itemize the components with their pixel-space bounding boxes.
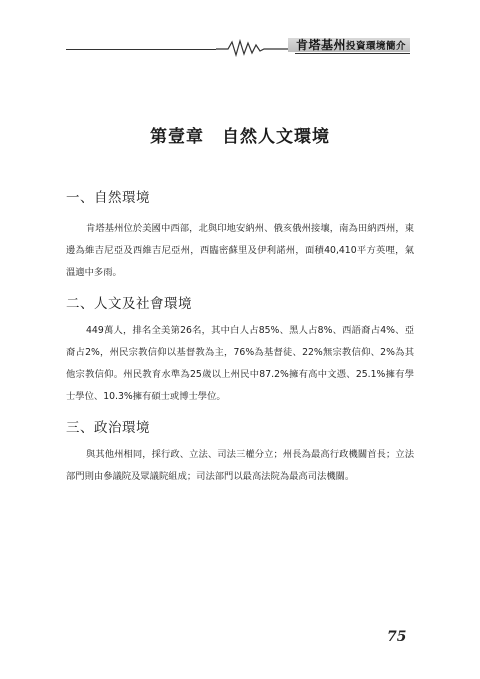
running-header	[66, 36, 410, 58]
header-title-sub: 投資環境簡介	[345, 41, 406, 52]
paragraph-social-environment: 449萬人，排名全美第26名，其中白人占85%、黑人占8%、西語裔占4%、亞裔占2%，州民宗教信仰以基督教為主，76%為基督徒、22%無宗教信仰、2%為其他宗教信仰。州民教育水準為25歲以上州民中87.2%擁有高中文憑、25.1%擁有學士學位、10.3%擁有碩士或博士學位。	[66, 325, 414, 402]
page-number: 75	[387, 629, 407, 645]
paragraph-natural-environment: 肯塔基州位於美國中西部，北與印地安納州、俄亥俄州接壤，南為田納西州，東邊為維吉尼亞及西維吉尼亞州，西臨密蘇里及伊利諾州，面積40,410平方英哩，氣溫適中多雨。	[66, 223, 414, 278]
header-underline	[295, 53, 410, 54]
header-title-main: 肯塔基州	[295, 38, 346, 52]
paragraph-political-environment: 與其他州相同，採行政、立法、司法三權分立；州長為最高行政機關首長；立法部門則由參議院及眾議院組成；司法部門以最高法院為最高司法機關。	[66, 449, 414, 482]
section-heading-natural-environment: 一、自然環境	[66, 190, 150, 206]
section-heading-social-environment: 二、人文及社會環境	[66, 296, 192, 312]
header-rule	[66, 49, 216, 50]
section-heading-political-environment: 三、政治環境	[66, 420, 150, 436]
chapter-title: 第壹章 自然人文環境	[150, 127, 330, 147]
running-header-title	[288, 38, 410, 52]
